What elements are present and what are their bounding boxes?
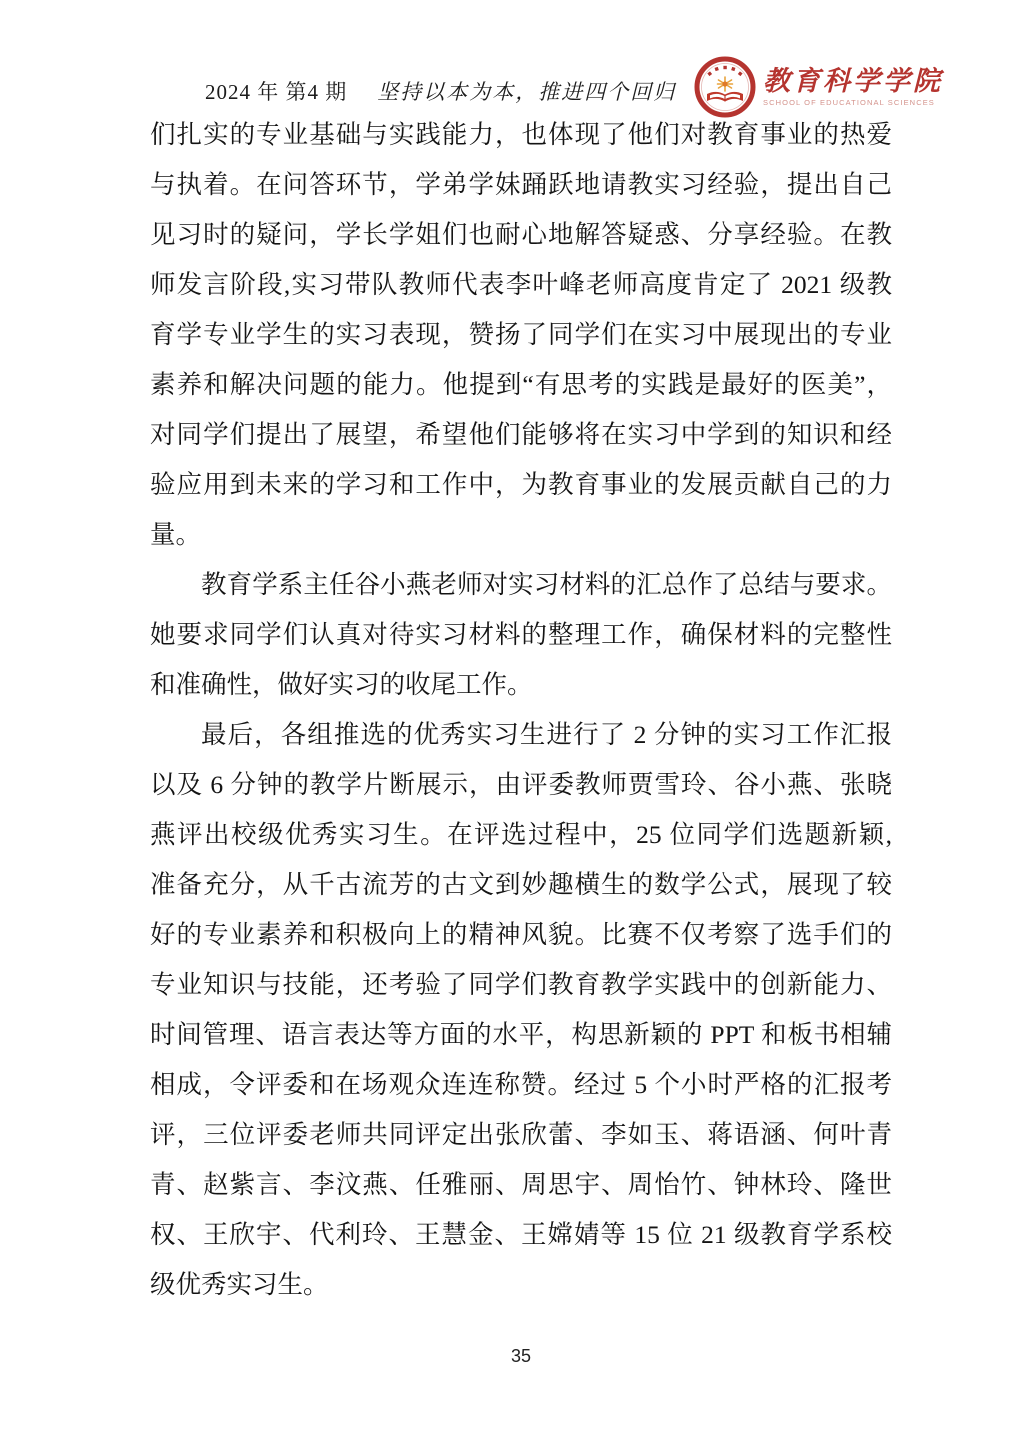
text-line: 准备充分，从千古流芳的古文到妙趣横生的数学公式，展现了较 (150, 870, 892, 899)
college-logo-text (763, 67, 943, 108)
text-line: 以及 6 分钟的教学片断展示，由评委教师贾雪玲、谷小燕、张晓 (150, 770, 892, 799)
text-line: 们扎实的专业基础与实践能力，也体现了他们对教育事业的热爱 (150, 120, 892, 149)
text-line: 评，三位评委老师共同评定出张欣蕾、李如玉、蒋语涵、何叶青 (150, 1120, 892, 1149)
issue-info: 2024 年 第4 期 (205, 80, 348, 104)
college-seal-icon (694, 56, 756, 118)
text-line: 师发言阶段,实习带队教师代表李叶峰老师高度肯定了 2021 级教 (150, 270, 892, 299)
text-line: 专业知识与技能，还考验了同学们教育教学实践中的创新能力、 (150, 970, 892, 999)
text-line: 她要求同学们认真对待实习材料的整理工作，确保材料的完整性 (150, 620, 892, 649)
page-number: 35 (510, 1346, 532, 1366)
text-line: 教育学系主任谷小燕老师对实习材料的汇总作了总结与要求。 (201, 570, 892, 599)
text-line: 见习时的疑问，学长学姐们也耐心地解答疑惑、分享经验。在教 (150, 220, 892, 249)
text-line: 育学专业学生的实习表现，赞扬了同学们在实习中展现出的专业 (150, 320, 892, 349)
text-line: 与执着。在问答环节，学弟学妹踊跃地请教实习经验，提出自己 (150, 170, 892, 199)
text-line: 量。 (150, 520, 202, 549)
text-line: 燕评出校级优秀实习生。在评选过程中，25 位同学们选题新颖, (150, 820, 892, 849)
page-header (205, 76, 676, 106)
text-line: 对同学们提出了展望，希望他们能够将在实习中学到的知识和经 (150, 420, 892, 449)
text-line: 和准确性，做好实习的收尾工作。 (150, 670, 533, 699)
text-line: 相成，令评委和在场观众连连称赞。经过 5 个小时严格的汇报考 (150, 1070, 892, 1099)
college-logo (694, 56, 943, 118)
text-line: 级优秀实习生。 (150, 1270, 329, 1299)
text-line: 权、王欣宇、代利玲、王慧金、王嫦婧等 15 位 21 级教育学系校 (150, 1220, 892, 1249)
college-name-cn: 教育科学学院 (763, 65, 943, 96)
college-name-en: SCHOOL OF EDUCATIONAL SCIENCES (763, 98, 935, 108)
text-line: 青、赵紫言、李汶燕、任雅丽、周思宇、周怡竹、钟林玲、隆世 (150, 1170, 892, 1199)
text-line: 最后，各组推选的优秀实习生进行了 2 分钟的实习工作汇报 (201, 720, 892, 749)
text-line: 验应用到未来的学习和工作中，为教育事业的发展贡献自己的力 (150, 470, 892, 499)
header-motto: 坚持以本为本，推进四个回归 (377, 80, 677, 104)
text-line: 素养和解决问题的能力。他提到“有思考的实践是最好的医美”， (150, 370, 892, 399)
text-line: 好的专业素养和积极向上的精神风貌。比赛不仅考察了选手们的 (150, 920, 892, 949)
text-line: 时间管理、语言表达等方面的水平，构思新颖的 PPT 和板书相辅 (150, 1020, 892, 1049)
document-body (150, 110, 892, 1310)
